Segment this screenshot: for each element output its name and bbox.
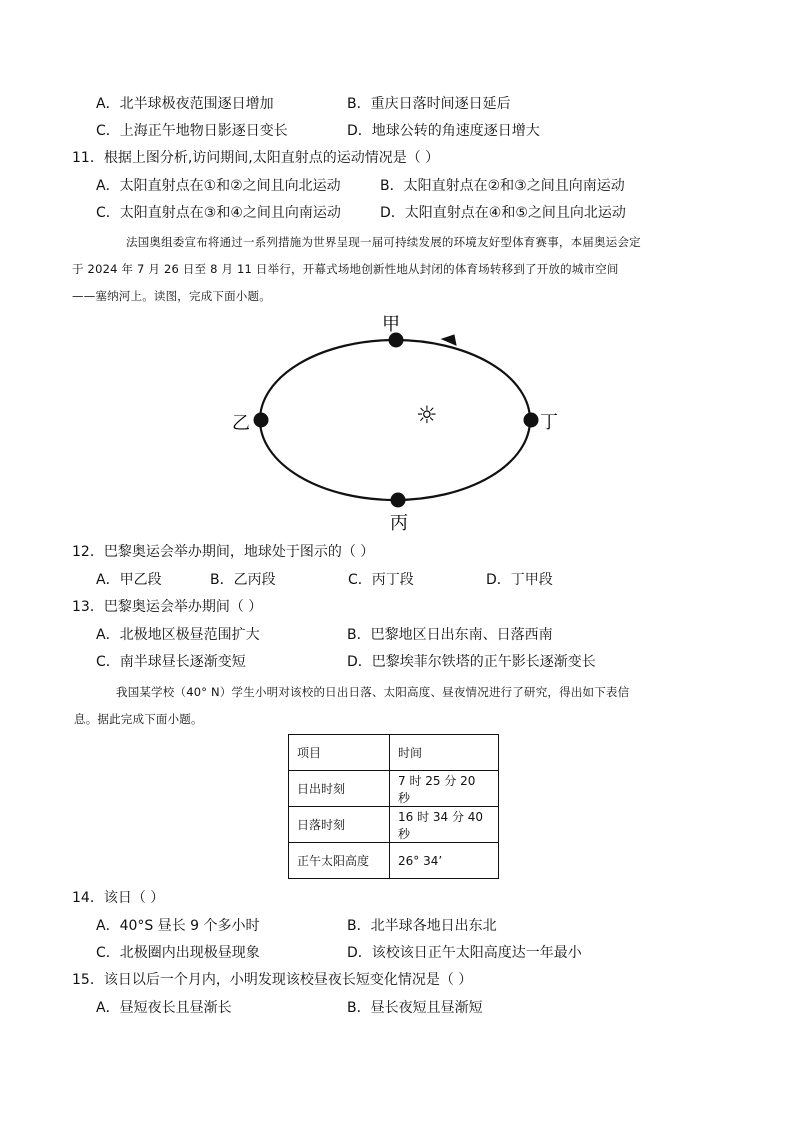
earth-position-ding (524, 413, 539, 428)
question-11-option-d: D．太阳直射点在④和⑤之间且向北运动 (380, 205, 626, 221)
passage-1-line-3: ——塞纳河上。读图，完成下面小题。 (72, 289, 271, 303)
label-yi: 乙 (232, 413, 250, 434)
table-header-row (289, 735, 499, 771)
question-15-stem: 15．该日以后一个月内，小明发现该校昼夜长短变化情况是（ ） (72, 972, 473, 988)
orbit-direction-arrow-icon (442, 335, 456, 345)
question-14-option-a: A．40°S 昼长 9 个多小时 (96, 918, 260, 934)
table-cell: 日落时刻 (289, 807, 390, 843)
question-15-option-b: B．昼长夜短且昼渐短 (347, 1000, 483, 1016)
question-12-option-b: B．乙丙段 (210, 572, 276, 588)
table-cell: 正午太阳高度 (289, 843, 390, 879)
earth-position-yi (254, 413, 269, 428)
orbit-ellipse (260, 340, 530, 500)
question-12-option-c: C．丙丁段 (348, 572, 414, 588)
label-ding: 丁 (540, 412, 558, 433)
table-header-cell: 项目 (289, 735, 390, 771)
sun-data-table (288, 734, 499, 879)
question-11-option-c: C．太阳直射点在③和④之间且向南运动 (96, 205, 341, 221)
question-14-option-d: D．该校该日正午太阳高度达一年最小 (347, 945, 582, 961)
table-cell: 7 时 25 分 20 秒 (390, 771, 499, 807)
prev-option-c: C．上海正午地物日影逐日变长 (96, 123, 288, 139)
question-14-option-c: C．北极圈内出现极昼现象 (96, 945, 260, 961)
question-14-stem: 14．该日（ ） (72, 890, 165, 906)
passage-1-line-1: 法国奥组委宣布将通过一系列措施为世界呈现一届可持续发展的环境友好型体育赛事，本届奥运会定 (126, 235, 641, 249)
table-row (289, 807, 499, 843)
table-row (289, 771, 499, 807)
question-12-option-a: A．甲乙段 (96, 572, 162, 588)
table-header-cell: 时间 (390, 735, 499, 771)
passage-2-line-1: 我国某学校（40° N）学生小明对该校的日出日落、太阳高度、昼夜情况进行了研究，得出如下表信 (116, 685, 630, 699)
question-13-stem: 13．巴黎奥运会举办期间（ ） (72, 599, 263, 615)
table-cell: 26° 34’ (390, 843, 499, 879)
question-12-stem: 12．巴黎奥运会举办期间，地球处于图示的（ ） (72, 544, 375, 560)
prev-option-b: B．重庆日落时间逐日延后 (347, 96, 511, 112)
passage-2-line-2: 息。据此完成下面小题。 (74, 712, 203, 726)
question-14-option-b: B．北半球各地日出东北 (347, 918, 497, 934)
question-13-option-a: A．北极地区极昼范围扩大 (96, 627, 260, 643)
question-11-stem: 11．根据上图分析,访问期间,太阳直射点的运动情况是（ ） (72, 150, 440, 166)
passage-1-line-2: 于 2024 年 7 月 26 日至 8 月 11 日举行，开幕式场地创新性地从封闭的体育场转移到了开放的城市空间 (72, 262, 619, 276)
question-11-option-a: A．太阳直射点在①和②之间且向北运动 (96, 178, 341, 194)
label-jia: 甲 (382, 314, 400, 335)
sun-icon: ☼ (416, 401, 438, 429)
prev-option-d: D．地球公转的角速度逐日增大 (347, 123, 540, 139)
label-bing: 丙 (390, 513, 408, 534)
table-row (289, 843, 499, 879)
table-cell: 日出时刻 (289, 771, 390, 807)
orbit-diagram (220, 305, 560, 535)
earth-position-bing (391, 493, 406, 508)
question-13-option-b: B．巴黎地区日出东南、日落西南 (347, 627, 553, 643)
question-12-option-d: D．丁甲段 (486, 572, 553, 588)
question-13-option-d: D．巴黎埃菲尔铁塔的正午影长逐渐变长 (347, 654, 596, 670)
prev-option-a: A．北半球极夜范围逐日增加 (96, 96, 274, 112)
table-cell: 16 时 34 分 40 秒 (390, 807, 499, 843)
question-15-option-a: A．昼短夜长且昼渐长 (96, 1000, 232, 1016)
question-13-option-c: C．南半球昼长逐渐变短 (96, 654, 246, 670)
question-11-option-b: B．太阳直射点在②和③之间且向南运动 (380, 178, 625, 194)
